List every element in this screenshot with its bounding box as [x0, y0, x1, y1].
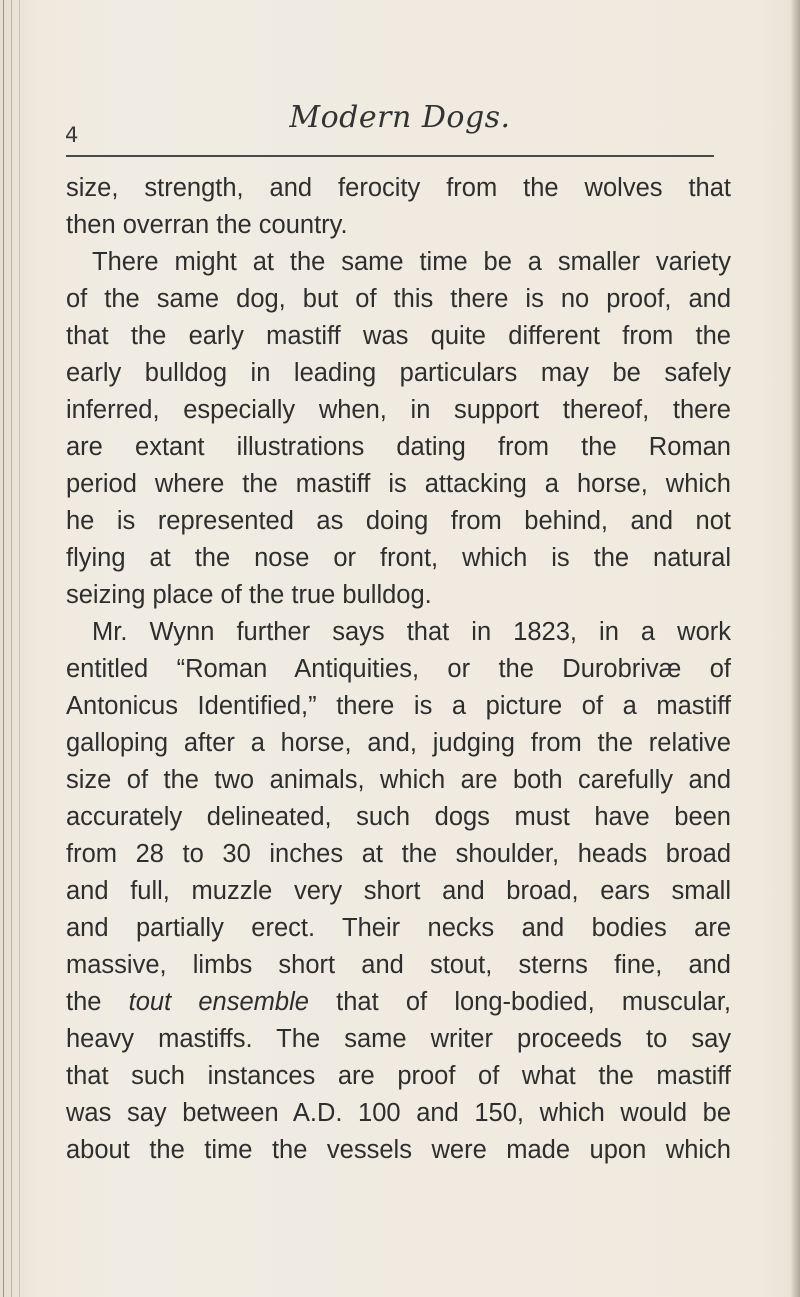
text-line: from 28 to 30 inches at the shoulder, heads broad [66, 840, 731, 868]
text-line: flying at the nose or front, which is the natural [66, 544, 731, 572]
text-line: about the time the vessels were made upon which [66, 1136, 731, 1164]
text-line: period where the mastiff is attacking a horse, which [66, 470, 731, 498]
page-number: 4 [65, 123, 79, 147]
text-line: then overran the country. [66, 211, 348, 239]
text-line: galloping after a horse, and, judging from the relative [66, 729, 731, 757]
text-line: massive, limbs short and stout, sterns fine, and [66, 951, 731, 979]
text-line: are extant illustrations dating from the Roman [66, 433, 731, 461]
text-line: he is represented as doing from behind, and not [66, 507, 731, 535]
text-line: size of the two animals, which are both carefully and [66, 766, 731, 794]
text-line: that the early mastiff was quite different from the [66, 322, 731, 350]
text-line: accurately delineated, such dogs must have been [66, 803, 731, 831]
page-edge-line [19, 0, 20, 1297]
text-line [66, 984, 731, 1021]
text-line: that such instances are proof of what the mastiff [66, 1062, 731, 1090]
text-line: was say between A.D. 100 and 150, which would be [66, 1099, 731, 1127]
page-edge-line [11, 0, 12, 1297]
body-text [66, 170, 731, 1169]
text-span: that of long-bodied, muscular, [336, 988, 732, 1016]
text-line: and partially erect. Their necks and bodies are [66, 914, 731, 942]
text-line: size, strength, and ferocity from the wolves that [66, 174, 731, 202]
text-line: entitled “Roman Antiquities, or the Durobrivæ of [66, 655, 731, 683]
page-edge-line [3, 0, 4, 1297]
text-line: There might at the same time be a smaller variety [92, 248, 731, 276]
text-line: and full, muzzle very short and broad, ears small [66, 877, 731, 905]
text-line: Mr. Wynn further says that in 1823, in a work [92, 618, 731, 646]
text-line: of the same dog, but of this there is no proof, and [66, 285, 731, 313]
binding-shadow [790, 0, 800, 1297]
text-line: heavy mastiffs. The same writer proceeds to say [66, 1025, 731, 1053]
text-span: the [66, 988, 102, 1016]
italic-phrase: tout ensemble [128, 988, 309, 1016]
text-line: seizing place of the true bulldog. [66, 581, 432, 609]
header-rule [66, 155, 714, 157]
running-title: Modern Dogs. [289, 100, 511, 135]
text-line: early bulldog in leading particulars may be safely [66, 359, 731, 387]
text-line: inferred, especially when, in support thereof, there [66, 396, 731, 424]
text-line: Antonicus Identified,” there is a picture of a mastiff [66, 692, 731, 720]
